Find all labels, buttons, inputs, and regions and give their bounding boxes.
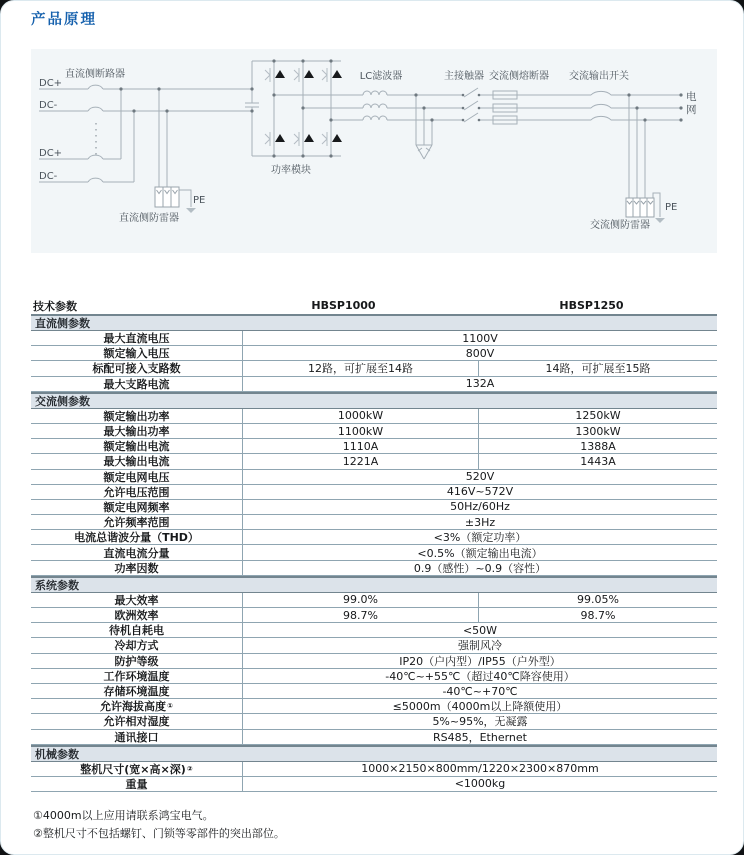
- breaker-inductor-switch-arcs-icon: [88, 85, 611, 182]
- param-label: 直流电流分量: [31, 545, 243, 559]
- param-value-model-1: 1000kW: [337, 409, 384, 423]
- param-value: <50W: [462, 623, 498, 637]
- grid-label: 电网: [686, 91, 697, 116]
- param-value: 800V: [465, 346, 495, 360]
- spec-table: [31, 297, 717, 792]
- table-row: [31, 361, 717, 376]
- ac-surge-protector-icon: [626, 198, 654, 217]
- dc-minus-label: DC-: [39, 171, 58, 182]
- section-header: 交流侧参数: [31, 392, 717, 409]
- ac-spd-label: 交流侧防雷器: [590, 220, 650, 231]
- pe-label: PE: [193, 195, 206, 206]
- section-header: 系统参数: [31, 576, 717, 593]
- table-row: [31, 409, 717, 424]
- param-value: ±3Hz: [464, 515, 496, 529]
- param-value: 416V~572V: [446, 485, 514, 499]
- dc-minus-label: DC-: [39, 100, 58, 111]
- param-label: 最大输出电流: [31, 454, 243, 468]
- circuit-diagram: [31, 49, 717, 253]
- table-row: [31, 593, 717, 608]
- table-row: [31, 439, 717, 454]
- param-label: 额定输入电压: [31, 346, 243, 360]
- param-value-model-2: 1300kW: [478, 424, 717, 438]
- param-value-model-2: 98.7%: [478, 608, 717, 622]
- param-label: 最大输出功率: [31, 424, 243, 438]
- param-label: 工作环境温度: [31, 669, 243, 683]
- param-label: 额定电网频率: [31, 500, 243, 514]
- param-label: 允许电压范围: [31, 485, 243, 499]
- main-contactor-label: 主接触器: [444, 71, 484, 82]
- table-header-row: [31, 297, 717, 314]
- table-row: [31, 470, 717, 485]
- ac-fuse-label: 交流侧熔断器: [489, 71, 549, 82]
- dc-breaker-label: 直流侧断路器: [65, 69, 125, 80]
- table-row: [31, 608, 717, 623]
- table-row: [31, 424, 717, 439]
- table-row: [31, 714, 717, 729]
- lc-filter-label: LC滤波器: [359, 71, 403, 82]
- param-label: 标配可接入支路数: [31, 361, 243, 375]
- param-label: 额定电网电压: [31, 470, 243, 484]
- param-value: <0.5%（额定输出电流）: [417, 546, 543, 560]
- param-value: RS485，Ethernet: [432, 730, 527, 744]
- table-row: [31, 654, 717, 669]
- param-label: 功率因数: [31, 561, 243, 575]
- table-row: [31, 699, 717, 714]
- param-value-model-2: 99.05%: [478, 593, 717, 607]
- param-value-model-1: 12路，可扩展至14路: [308, 362, 413, 376]
- param-value: IP20（户内型）/IP55（户外型）: [399, 654, 561, 668]
- param-label: 最大效率: [31, 593, 243, 607]
- param-value: 132A: [465, 377, 495, 391]
- param-value: 520V: [465, 470, 495, 484]
- param-label: 待机自耗电: [31, 623, 243, 637]
- param-value: 强制风冷: [458, 639, 502, 653]
- ac-output-switch-label: 交流输出开关: [569, 71, 629, 82]
- footnote-2: ②整机尺寸不包括螺钉、门锁等零部件的突出部位。: [33, 826, 285, 840]
- param-value: 50Hz/60Hz: [450, 500, 510, 514]
- param-label: 允许频率范围: [31, 515, 243, 529]
- table-row: [31, 331, 717, 346]
- table-row: [31, 777, 717, 792]
- param-value-model-1: 99.0%: [343, 593, 378, 607]
- table-row: [31, 515, 717, 530]
- param-label: 防护等级: [31, 654, 243, 668]
- table-row: [31, 485, 717, 500]
- param-label: 通讯接口: [31, 730, 243, 744]
- footnote-1: ①4000m以上应用请联系鸿宝电气。: [33, 809, 214, 822]
- param-value: 5%~95%，无凝露: [432, 715, 528, 729]
- param-value: 1100V: [462, 331, 498, 345]
- param-label: 欧洲效率: [31, 608, 243, 622]
- param-value-model-1: 1221A: [342, 454, 379, 468]
- dc-spd-label: 直流侧防雷器: [119, 213, 179, 224]
- param-label: 整机尺寸(宽×高×深) ②: [31, 762, 243, 776]
- table-row: [31, 669, 717, 684]
- table-row: [31, 545, 717, 560]
- table-row: [31, 346, 717, 361]
- param-value: <3%（额定功率）: [433, 531, 527, 545]
- param-label: 最大直流电压: [31, 331, 243, 345]
- table-header-model-2: HBSP1250: [559, 299, 624, 312]
- table-row: [31, 500, 717, 515]
- table-row: [31, 730, 717, 745]
- param-value-model-2: 14路，可扩展至15路: [478, 361, 717, 375]
- param-label: 重量: [31, 777, 243, 791]
- param-value: <1000kg: [454, 777, 506, 791]
- param-value-model-1: 98.7%: [343, 608, 378, 622]
- table-row: [31, 377, 717, 392]
- power-module-label: 功率模块: [271, 165, 311, 176]
- footnotes: [33, 807, 285, 842]
- dc-plus-label: DC+: [39, 78, 63, 89]
- param-value: ≤5000m（4000m以上降额使用）: [392, 700, 568, 714]
- section-header: 机械参数: [31, 745, 717, 762]
- param-label: 最大支路电流: [31, 377, 243, 391]
- table-body: [31, 314, 717, 792]
- section-header: 直流侧参数: [31, 314, 717, 331]
- dc-plus-label: DC+: [39, 148, 63, 159]
- param-value: 1000×2150×800mm/1220×2300×870mm: [361, 762, 599, 776]
- table-header-model-1: HBSP1000: [311, 299, 376, 312]
- param-label: 额定输出功率: [31, 409, 243, 423]
- wires: [39, 61, 681, 217]
- table-row: [31, 530, 717, 545]
- param-value-model-2: 1388A: [478, 439, 717, 453]
- param-value: -40℃~+55℃（超过40℃降容使用）: [385, 669, 575, 683]
- table-row: [31, 762, 717, 777]
- table-row: [31, 623, 717, 638]
- page-title: 产品原理: [31, 12, 97, 28]
- param-value-model-1: 1100kW: [337, 424, 384, 438]
- param-label: 电流总谐波分量（THD）: [31, 530, 243, 544]
- param-value-model-1: 1110A: [342, 439, 379, 453]
- param-label: 允许相对湿度: [31, 714, 243, 728]
- param-label: 允许海拔高度 ①: [31, 699, 243, 713]
- table-row: [31, 638, 717, 653]
- table-row: [31, 454, 717, 469]
- param-value-model-2: 1250kW: [478, 409, 717, 423]
- dc-surge-protector-icon: [155, 187, 179, 207]
- param-label: 存储环境温度: [31, 684, 243, 698]
- param-label: 额定输出电流: [31, 439, 243, 453]
- param-label: 冷却方式: [31, 638, 243, 652]
- pe-label: PE: [665, 202, 678, 213]
- param-value: -40℃~+70℃: [442, 684, 518, 698]
- table-row: [31, 684, 717, 699]
- table-row: [31, 561, 717, 576]
- param-value: 0.9（感性）~0.9（容性）: [413, 561, 547, 575]
- table-header-parameters: 技术参数: [33, 299, 77, 313]
- param-value-model-2: 1443A: [478, 454, 717, 468]
